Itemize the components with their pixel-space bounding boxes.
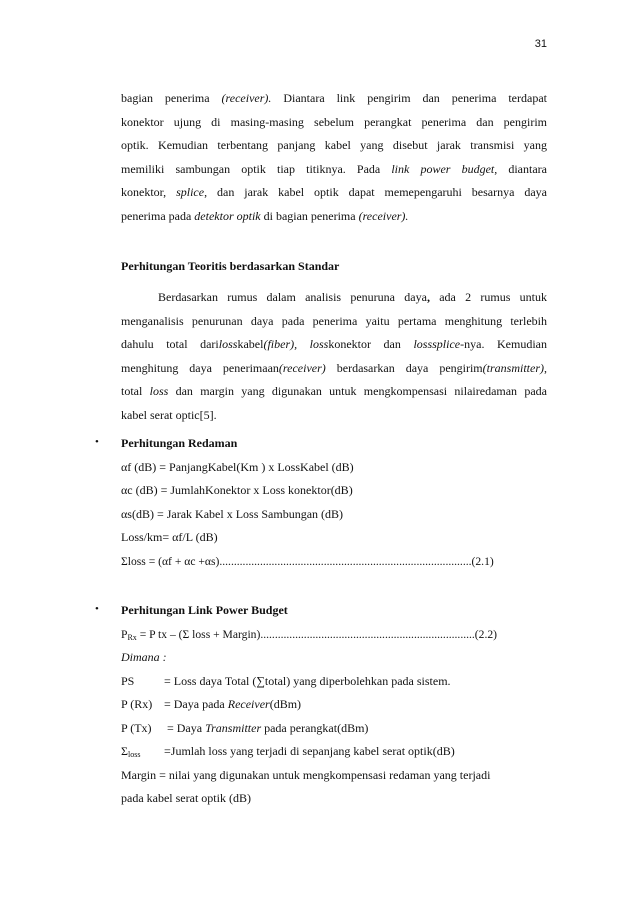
section-link-power-budget: [121, 599, 547, 811]
formula-line: [121, 623, 547, 647]
dimana-label: Dimana :: [121, 650, 167, 664]
definition-term: PS: [121, 673, 135, 688]
margin-line: pada kabel serat optik (dB): [121, 791, 251, 805]
definition-term: P (Rx): [121, 697, 153, 711]
text-line: penerima pada detektor optik di bagian penerima (receiver).: [121, 208, 409, 223]
text-line: total loss dan margin yang digunakan untuk mengkompensasi nilairedaman pada: [121, 384, 548, 398]
text-line: memiliki sambungan optik tiap titiknya. Pada link power budget, diantara: [121, 161, 547, 176]
text-line: Berdasarkan rumus dalam analisis penuruna daya, ada 2 rumus untuk: [158, 290, 547, 304]
section-title: Perhitungan Link Power Budget: [121, 603, 288, 617]
paragraph-intro: [121, 87, 547, 228]
definition-row: [121, 693, 547, 717]
text-line: konektor, splice, dan jarak kabel optik dapat memepengaruhi besarnya daya: [121, 185, 547, 199]
text-line: optik. Kemudian terbentang panjang kabel yang disebut jarak transmisi yang: [121, 138, 547, 152]
formula-line: αf (dB) = PanjangKabel(Km ) x LossKabel (dB): [121, 459, 354, 474]
definition-desc: =Jumlah loss yang terjadi di sepanjang kabel serat optik(dB): [164, 744, 455, 758]
paragraph-theory: [121, 286, 547, 427]
text-line: menganalisis penurunan daya pada penerima yaitu pertama menghitung terlebih: [121, 313, 547, 328]
text-line: menghitung daya penerimaan(receiver) berdasarkan daya pengirim(transmitter),: [121, 360, 547, 375]
definition-row: [121, 740, 547, 764]
formula-line: Loss/km= αf/L (dB): [121, 530, 218, 544]
formula-symbol: P: [121, 627, 128, 641]
text-line: konektor ujung di masing-masing sebelum perangkat penerima dan pengirim: [121, 114, 547, 129]
text-line: bagian penerima (receiver). Diantara link pengirim dan penerima terdapat: [121, 91, 547, 105]
margin-line: Margin = nilai yang digunakan untuk mengkompensasi redaman yang terjadi: [121, 767, 491, 782]
formula-line: αc (dB) = JumlahKonektor x Loss konektor(dB): [121, 483, 353, 497]
definition-desc: = Daya pada Receiver(dBm): [164, 697, 302, 711]
bullet-marker: •: [95, 603, 99, 615]
definition-desc: = Loss daya Total (∑total) yang diperbolehkan pada sistem.: [164, 673, 451, 688]
definition-row: [121, 717, 547, 741]
bullet-marker: •: [95, 436, 99, 448]
formula-line: Σloss = (αf + αc +αs).......................................................................................(2.1): [121, 554, 494, 568]
sigma-symbol: Σ: [121, 744, 128, 758]
section-heading: Perhitungan Teoritis berdasarkan Standar: [121, 259, 340, 273]
section-redaman: [121, 432, 547, 573]
definition-term: P (Tx): [121, 720, 152, 735]
formula-line: αs(dB) = Jarak Kabel x Loss Sambungan (dB): [121, 506, 344, 521]
definition-row: [121, 670, 547, 694]
sigma-subscript: loss: [127, 750, 141, 759]
text-line: kabel serat optic[5].: [121, 407, 217, 422]
text-line: dahulu total darilosskabel(fiber), losskonektor dan losssplice-nya. Kemudian: [121, 337, 547, 351]
definition-desc: = Daya Transmitter pada perangkat(dBm): [164, 720, 369, 735]
definition-term: [121, 740, 164, 767]
formula-subscript: Rx: [127, 632, 137, 642]
formula-text: = P tx – (Σ loss + Margin)..........................................................................(2.2): [136, 627, 498, 641]
section-title: Perhitungan Redaman: [121, 436, 238, 450]
page-number: 31: [534, 38, 547, 50]
